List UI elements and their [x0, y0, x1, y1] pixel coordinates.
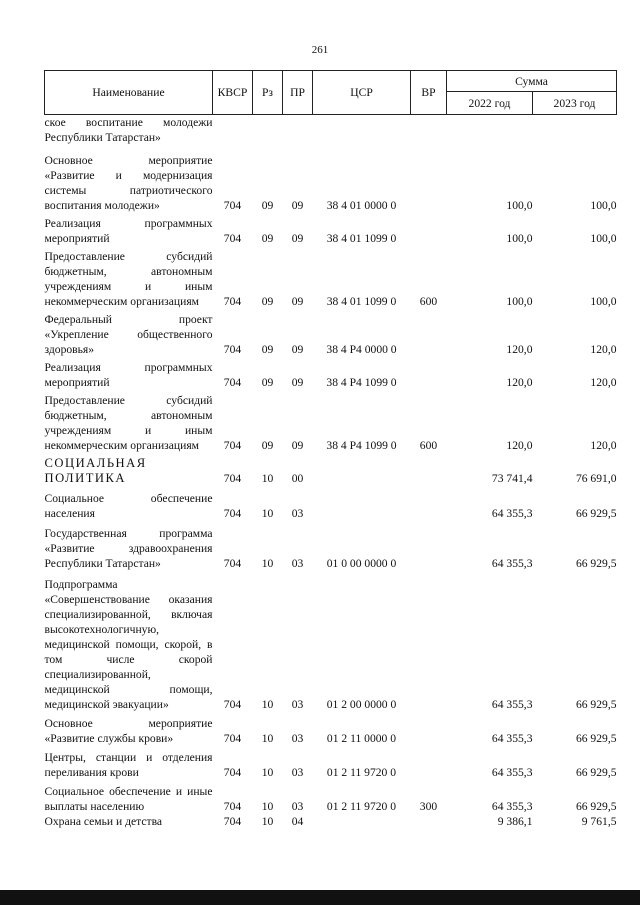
table-row — [45, 780, 617, 814]
table-row — [45, 746, 617, 780]
cell-kvsr: 704 — [223, 557, 242, 570]
cell-name: Федеральный проект «Укрепление общественного здоровья» — [44, 313, 213, 356]
cell-y2023: 66 929,5 — [575, 698, 617, 711]
cell-rz: 09 — [261, 376, 274, 389]
cell-pr: 04 — [291, 815, 304, 828]
cell-csr — [313, 115, 411, 146]
cell-y2022: 64 355,3 — [491, 507, 533, 520]
cell-kvsr: 704 — [223, 439, 242, 452]
cell-y2023: 66 929,5 — [575, 800, 617, 813]
table-row — [45, 486, 617, 521]
table-row — [45, 357, 617, 390]
header-pr: ПР — [283, 71, 313, 115]
cell-name: Государственная программа «Развитие здравоохранения Республики Татарстан» — [44, 527, 213, 570]
cell-y2023 — [533, 115, 617, 146]
header-kvsr: КВСР — [213, 71, 253, 115]
cell-pr: 09 — [291, 295, 304, 308]
cell-y2022: 64 355,3 — [491, 698, 533, 711]
cell-vr — [411, 453, 447, 486]
cell-vr — [411, 213, 447, 246]
cell-rz: 09 — [261, 232, 274, 245]
cell-rz: 10 — [261, 766, 274, 779]
cell-csr: 01 2 11 0000 0 — [326, 732, 397, 745]
cell-pr: 09 — [291, 439, 304, 452]
cell-pr — [283, 115, 313, 146]
cell-name: СОЦИАЛЬНАЯ ПОЛИТИКА — [44, 456, 147, 485]
header-csr: ЦСР — [313, 71, 411, 115]
cell-pr: 03 — [291, 698, 304, 711]
cell-y2022: 100,0 — [506, 199, 533, 212]
cell-y2022: 64 355,3 — [491, 557, 533, 570]
table-row — [45, 309, 617, 357]
cell-y2022 — [447, 115, 533, 146]
cell-name: Социальное обеспечение населения — [44, 492, 213, 520]
cell-vr — [411, 521, 447, 571]
cell-name: Основное мероприятие «Развитие службы крови» — [44, 717, 213, 745]
header-name: Наименование — [45, 71, 213, 115]
cell-pr: 09 — [291, 343, 304, 356]
cell-vr — [411, 145, 447, 213]
cell-y2022: 9 386,1 — [497, 815, 533, 828]
cell-y2023: 100,0 — [590, 232, 617, 245]
cell-csr: 38 4 01 1099 0 — [326, 232, 397, 245]
cell-vr — [411, 712, 447, 746]
cell-csr — [313, 486, 411, 521]
cell-kvsr: 704 — [223, 698, 242, 711]
cell-pr: 03 — [291, 800, 304, 813]
table-row — [45, 712, 617, 746]
cell-csr: 38 4 P4 1099 0 — [326, 439, 397, 452]
cell-csr: 38 4 P4 1099 0 — [326, 376, 397, 389]
cell-y2023: 100,0 — [590, 199, 617, 212]
cell-y2022: 64 355,3 — [491, 732, 533, 745]
cell-y2022: 120,0 — [506, 439, 533, 452]
cell-kvsr: 704 — [223, 343, 242, 356]
cell-csr: 01 2 11 9720 0 — [326, 800, 397, 813]
cell-csr: 01 2 00 0000 0 — [326, 698, 397, 711]
cell-rz: 10 — [261, 557, 274, 570]
cell-name: Социальное обеспечение и иные выплаты населению — [44, 785, 213, 813]
cell-name: Предоставление субсидий бюджетным, автономным учреждениям и иным некоммерческим организациям — [44, 394, 213, 452]
table-row — [45, 246, 617, 309]
cell-kvsr: 704 — [223, 376, 242, 389]
cell-csr: 38 4 P4 0000 0 — [326, 343, 397, 356]
table-row — [45, 453, 617, 486]
cell-y2023: 9 761,5 — [581, 815, 617, 828]
table-body — [45, 115, 617, 830]
cell-y2022: 64 355,3 — [491, 766, 533, 779]
cell-vr — [411, 746, 447, 780]
table-row — [45, 521, 617, 571]
table-row — [45, 213, 617, 246]
cell-rz: 10 — [261, 732, 274, 745]
cell-kvsr: 704 — [223, 472, 242, 485]
table-row — [45, 115, 617, 146]
cell-name: Основное мероприятие «Развитие и модернизация системы патриотического воспитания молодежи» — [44, 154, 213, 212]
cell-csr — [313, 453, 411, 486]
cell-name: ское воспитание молодежи Республики Татарстан» — [44, 116, 213, 144]
cell-vr — [411, 309, 447, 357]
cell-rz: 10 — [261, 472, 274, 485]
cell-pr: 03 — [291, 507, 304, 520]
cell-vr — [411, 115, 447, 146]
cell-pr: 03 — [291, 732, 304, 745]
cell-name: Предоставление субсидий бюджетным, автономным учреждениям и иным некоммерческим организациям — [44, 250, 213, 308]
header-year-2023: 2023 год — [533, 92, 617, 115]
table-row — [45, 390, 617, 453]
cell-vr — [411, 357, 447, 390]
cell-vr — [411, 486, 447, 521]
cell-rz — [253, 115, 283, 146]
cell-y2022: 120,0 — [506, 376, 533, 389]
scan-bottom-edge — [0, 890, 640, 905]
cell-rz: 10 — [261, 800, 274, 813]
cell-csr: 01 2 11 9720 0 — [326, 766, 397, 779]
cell-y2022: 64 355,3 — [491, 800, 533, 813]
cell-rz: 09 — [261, 199, 274, 212]
table-row — [45, 145, 617, 213]
cell-name: Подпрограмма «Совершенствование оказания специализированной, включая высокотехнологичную, медицинской помощи, скорой, в том числе скорой специализированной, медицинской помощи, медицинской эвакуации» — [44, 578, 213, 711]
cell-pr: 03 — [291, 766, 304, 779]
cell-kvsr: 704 — [223, 232, 242, 245]
header-vr: ВР — [411, 71, 447, 115]
cell-y2023: 66 929,5 — [575, 557, 617, 570]
cell-kvsr: 704 — [223, 815, 242, 828]
cell-kvsr: 704 — [223, 800, 242, 813]
cell-name: Реализация программных мероприятий — [44, 361, 213, 389]
cell-pr: 03 — [291, 557, 304, 570]
cell-vr — [411, 571, 447, 712]
cell-y2023: 66 929,5 — [575, 507, 617, 520]
header-year-2022: 2022 год — [447, 92, 533, 115]
cell-name: Центры, станции и отделения переливания крови — [44, 751, 213, 779]
cell-csr: 01 0 00 0000 0 — [326, 557, 397, 570]
cell-y2023: 76 691,0 — [575, 472, 617, 485]
header-sum: Сумма — [447, 71, 617, 92]
cell-y2022: 100,0 — [506, 232, 533, 245]
cell-kvsr: 704 — [223, 507, 242, 520]
cell-rz: 10 — [261, 507, 274, 520]
cell-vr: 600 — [419, 439, 438, 452]
cell-y2023: 120,0 — [590, 439, 617, 452]
cell-rz: 10 — [261, 698, 274, 711]
cell-y2023: 100,0 — [590, 295, 617, 308]
cell-rz: 09 — [261, 343, 274, 356]
cell-rz: 09 — [261, 295, 274, 308]
cell-y2022: 100,0 — [506, 295, 533, 308]
cell-csr: 38 4 01 0000 0 — [326, 199, 397, 212]
cell-pr: 00 — [291, 472, 304, 485]
header-rz: Рз — [253, 71, 283, 115]
cell-name: Реализация программных мероприятий — [44, 217, 213, 245]
cell-y2023: 66 929,5 — [575, 766, 617, 779]
cell-y2023: 120,0 — [590, 343, 617, 356]
cell-y2022: 120,0 — [506, 343, 533, 356]
cell-kvsr: 704 — [223, 199, 242, 212]
cell-kvsr: 704 — [223, 295, 242, 308]
table-row — [45, 814, 617, 829]
cell-kvsr: 704 — [223, 732, 242, 745]
cell-y2022: 73 741,4 — [491, 472, 533, 485]
cell-rz: 10 — [261, 815, 274, 828]
cell-csr: 38 4 01 1099 0 — [326, 295, 397, 308]
cell-kvsr — [213, 115, 253, 146]
cell-pr: 09 — [291, 376, 304, 389]
cell-vr: 300 — [419, 800, 438, 813]
cell-y2023: 120,0 — [590, 376, 617, 389]
page-number: 261 — [311, 44, 329, 56]
cell-pr: 09 — [291, 199, 304, 212]
cell-vr: 600 — [419, 295, 438, 308]
cell-name: Охрана семьи и детства — [44, 815, 163, 828]
cell-vr — [411, 814, 447, 829]
cell-kvsr: 704 — [223, 766, 242, 779]
cell-y2023: 66 929,5 — [575, 732, 617, 745]
budget-table — [44, 70, 617, 829]
cell-csr — [313, 814, 411, 829]
table-row — [45, 571, 617, 712]
cell-pr: 09 — [291, 232, 304, 245]
cell-rz: 09 — [261, 439, 274, 452]
